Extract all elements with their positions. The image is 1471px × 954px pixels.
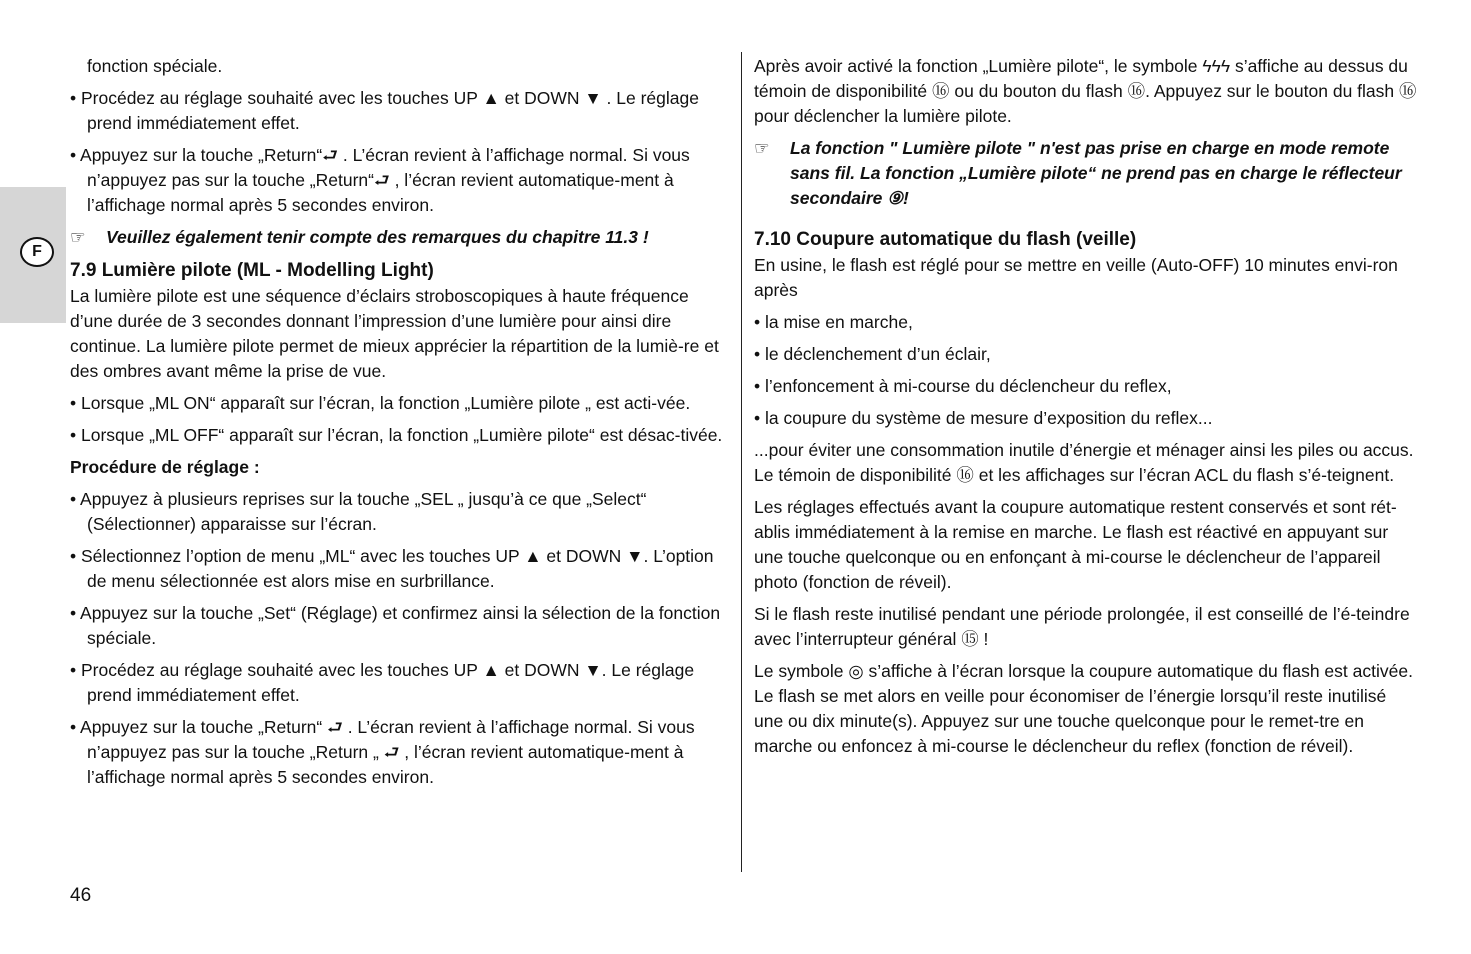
- bullet-adjust-setting-2: • Procédez au réglage souhaité avec les touches UP ▲ et DOWN ▼. Le réglage prend immédiatement effet.: [70, 660, 695, 705]
- paragraph-continuation: fonction spéciale.: [87, 56, 223, 76]
- bullet-ml-on: • Lorsque „ML ON“ apparaît sur l’écran, la fonction „Lumière pilote „ est acti-vée.: [70, 393, 691, 413]
- note-wireless-remote: [754, 136, 1418, 211]
- paragraph-save-energy: ...pour éviter une consommation inutile d’énergie et ménager ainsi les piles ou accus. Le témoin de disponibilité ⑯ et les affichages sur l’écran ACL du flash s’é-teignent.: [754, 440, 1414, 485]
- bullet-adjust-setting: • Procédez au réglage souhaité avec les touches UP ▲ et DOWN ▼ . Le réglage prend immédiatement effet.: [70, 88, 699, 133]
- bullet-set-key: • Appuyez sur la touche „Set“ (Réglage) et confirmez ainsi la sélection de la fonction spéciale.: [70, 603, 721, 648]
- page-number: 46: [70, 885, 92, 906]
- paragraph-auto-off-intro: En usine, le flash est réglé pour se mettre en veille (Auto-OFF) 10 minutes envi-ron après: [754, 255, 1398, 300]
- column-divider: [741, 52, 742, 872]
- pointing-hand-icon: ☞: [754, 138, 770, 158]
- paragraph-standby-symbol: Le symbole ◎ s’affiche à l’écran lorsque la coupure automatique du flash est activée. Le flash se met alors en veille pour économiser de l’énergie lorsqu’il reste inutilisé une ou dix minute(s). Appuyez sur une touche quelconque pour le remet-tre en marche ou enfoncez à mi-course le déclencheur du reflex (fonction de réveil).: [754, 661, 1413, 756]
- right-column: [754, 54, 1418, 766]
- bullet-ml-off: • Lorsque „ML OFF“ apparaît sur l’écran, la fonction „Lumière pilote“ est désac-tivée.: [70, 425, 723, 445]
- section-heading-7-9: 7.9 Lumière pilote (ML - Modelling Light): [70, 260, 434, 281]
- paragraph-modelling-light: La lumière pilote est une séquence d’éclairs stroboscopiques à haute fréquence d’une durée de 3 secondes donnant l’impression d’une lumière pour ainsi dire continue. La lumière pilote permet de mieux apprécier la répartition de la lumiè-re et des ombres avant même la prise de vue.: [70, 286, 719, 381]
- paragraph-modelling-light-symbol: Après avoir activé la fonction „Lumière pilote“, le symbole ϟϟϟ s’affiche au dessus du témoin de disponibilité ⑯ ou du bouton du flash ⑯. Appuyez sur le bouton du flash ⑯ pour déclencher la lumière pilote.: [754, 56, 1417, 126]
- bullet-sel-key: • Appuyez à plusieurs reprises sur la touche „SEL „ jusqu’à ce que „Select“ (Sélectionner) apparaisse sur l’écran.: [70, 489, 647, 534]
- paragraph-settings-kept: Les réglages effectués avant la coupure automatique restent conservés et sont rét-ablis immédiatement à la remise en marche. Le flash est réactivé en appuyant sur une touche quelconque ou en enfonçant à mi-course le déclencheur de l’appareil photo (fonction de réveil).: [754, 497, 1397, 592]
- note-chapter-remarks: [70, 225, 730, 250]
- bullet-flash-fired: • le déclenchement d’un éclair,: [754, 344, 991, 364]
- bullet-half-press: • l’enfoncement à mi-course du déclencheur du reflex,: [754, 376, 1172, 396]
- paragraph-main-switch: Si le flash reste inutilisé pendant une période prolongée, il est conseillé de l’é-teindre avec l’interrupteur général ⑮ !: [754, 604, 1410, 649]
- language-badge: F: [20, 237, 54, 267]
- bullet-power-on: • la mise en marche,: [754, 312, 913, 332]
- bullet-metering-off: • la coupure du système de mesure d’exposition du reflex...: [754, 408, 1213, 428]
- note-text: Veuillez également tenir compte des remarques du chapitre 11.3 !: [106, 227, 649, 247]
- left-column: [70, 54, 730, 797]
- bullet-select-ml: • Sélectionnez l’option de menu „ML“ avec les touches UP ▲ et DOWN ▼. L’option de menu sélectionnée est alors mise en surbrillance.: [70, 546, 714, 591]
- pointing-hand-icon: ☞: [70, 227, 86, 247]
- note-text: La fonction " Lumière pilote " n'est pas prise en charge en mode remote sans fil. La fonction „Lumière pilote“ ne prend pas en charge le réflecteur secondaire ⑨!: [790, 138, 1402, 208]
- bullet-return-key-2: • Appuyez sur la touche „Return“ ⮐ . L’écran revient à l’affichage normal. Si vous n’appuyez pas sur la touche „Return „ ⮐ , l’écran revient automatique-ment à l’affichage normal après 5 secondes environ.: [70, 717, 695, 787]
- subheading-procedure: Procédure de réglage :: [70, 457, 260, 477]
- section-heading-7-10: 7.10 Coupure automatique du flash (veille): [754, 229, 1137, 250]
- bullet-return-key: • Appuyez sur la touche „Return“⮐ . L’écran revient à l’affichage normal. Si vous n’appuyez pas sur la touche „Return“⮐ , l’écran revient automatique-ment à l’affichage normal après 5 secondes environ.: [70, 145, 690, 215]
